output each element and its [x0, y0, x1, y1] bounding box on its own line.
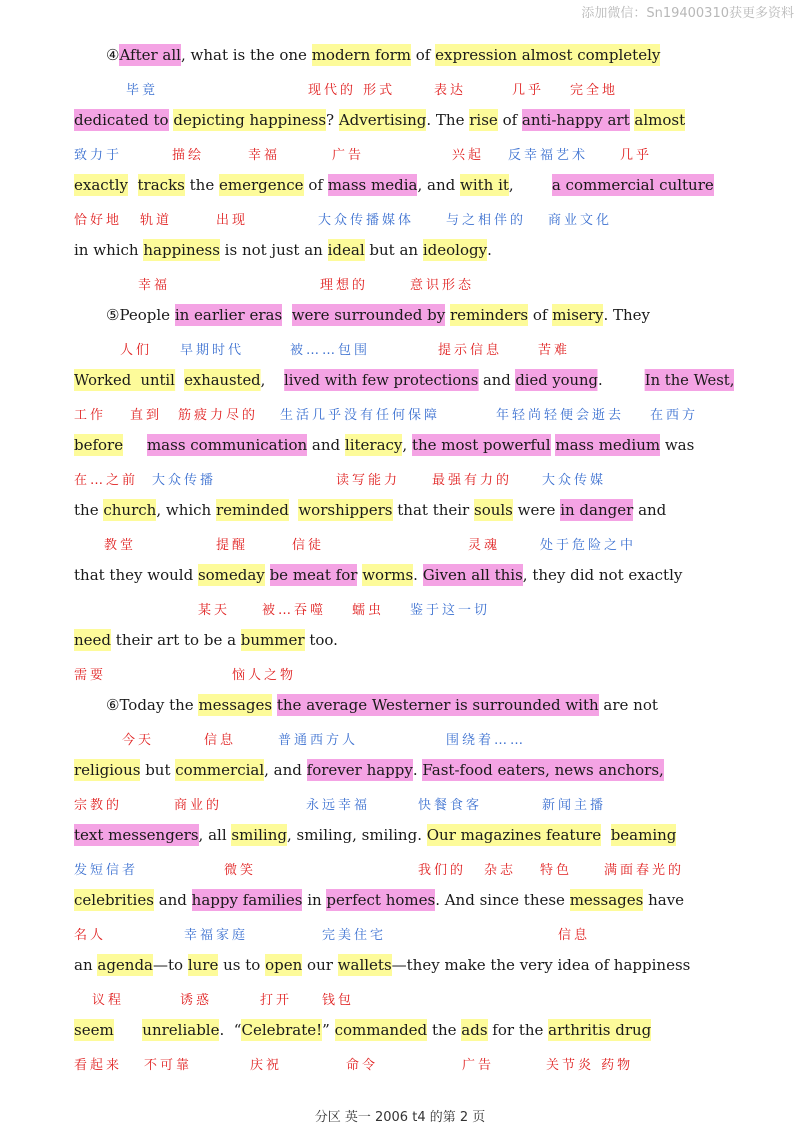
plain-text: , smiling, smiling.: [286, 826, 427, 844]
chinese-gloss: 工作: [74, 408, 107, 423]
highlighted-phrase: dedicated to: [74, 111, 169, 129]
plain-text: for the: [487, 1021, 549, 1039]
english-line: [74, 172, 714, 198]
highlighted-phrase: Advertising: [338, 111, 427, 129]
plain-text: an: [74, 956, 98, 974]
english-line: [74, 107, 685, 133]
chinese-gloss: 信息: [558, 928, 591, 943]
chinese-gloss: 完美住宅: [322, 928, 387, 943]
chinese-gloss: 微笑: [224, 863, 257, 878]
plain-text: . “: [219, 1021, 242, 1039]
plain-text: [282, 304, 292, 326]
chinese-gloss: 宗教的: [74, 798, 123, 813]
plain-text: that their: [392, 501, 474, 519]
highlighted-phrase: celebrities: [74, 891, 154, 909]
plain-text: of: [497, 111, 522, 129]
chinese-gloss: 读写能力: [336, 473, 401, 488]
plain-text: in which: [74, 241, 144, 259]
highlighted-phrase: wallets: [337, 956, 392, 974]
english-line: [74, 1017, 651, 1043]
chinese-gloss: 蠕虫: [352, 603, 385, 618]
plain-text: , they did not exactly: [522, 566, 683, 584]
plain-text: but: [140, 761, 176, 779]
highlighted-phrase: commanded: [334, 1021, 428, 1039]
chinese-gloss: 庆祝: [250, 1058, 283, 1073]
chinese-gloss: 命令: [346, 1058, 379, 1073]
highlighted-phrase: reminders: [450, 306, 529, 324]
highlighted-phrase: ideal: [327, 241, 365, 259]
chinese-gloss: 几乎: [512, 83, 545, 98]
plain-text: , and: [264, 761, 307, 779]
english-line: [74, 367, 734, 393]
plain-text: ,: [402, 436, 412, 454]
chinese-gloss: 某天: [198, 603, 231, 618]
english-line: [74, 822, 676, 848]
chinese-gloss: 年轻尚轻便会逝去: [496, 408, 625, 423]
chinese-gloss: 筋疲力尽的: [178, 408, 259, 423]
plain-text: [114, 1019, 143, 1041]
chinese-gloss: 在…之前: [74, 473, 139, 488]
highlighted-phrase: Our magazines feature: [426, 826, 602, 844]
highlighted-phrase: exhausted: [184, 371, 261, 389]
plain-text: in: [302, 891, 327, 909]
english-line: [74, 237, 492, 263]
chinese-gloss: 今天: [122, 733, 155, 748]
plain-text: the: [164, 696, 199, 714]
highlighted-phrase: religious: [74, 761, 141, 779]
highlighted-phrase: misery: [552, 306, 604, 324]
chinese-gloss: 提示信息: [438, 343, 503, 358]
english-line: [74, 432, 694, 458]
highlighted-phrase: rise: [469, 111, 498, 129]
english-line: [74, 42, 660, 68]
chinese-gloss: 最强有力的: [432, 473, 513, 488]
chinese-gloss: 意识形态: [410, 278, 475, 293]
english-line: [74, 627, 338, 653]
plain-text: and: [153, 891, 192, 909]
english-line: [74, 887, 684, 913]
plain-text: of: [528, 306, 553, 324]
plain-text: . And since these: [435, 891, 570, 909]
plain-text: of: [411, 46, 436, 64]
plain-text: . The: [426, 111, 470, 129]
chinese-gloss: 商业的: [174, 798, 223, 813]
highlighted-phrase: smiling: [231, 826, 287, 844]
highlighted-phrase: seem: [74, 1021, 114, 1039]
plain-text: , which: [156, 501, 216, 519]
plain-text: [601, 824, 611, 846]
highlighted-phrase: ideology: [422, 241, 488, 259]
plain-text: are not: [598, 696, 658, 714]
highlighted-phrase: exactly: [74, 176, 128, 194]
highlighted-phrase: the most powerful: [411, 436, 551, 454]
plain-text: —to: [153, 956, 188, 974]
highlighted-phrase: reminded: [215, 501, 289, 519]
chinese-gloss: 议程: [92, 993, 125, 1008]
highlighted-phrase: modern form: [311, 46, 411, 64]
chinese-gloss: 满面春光的: [604, 863, 685, 878]
plain-text: the: [184, 176, 219, 194]
plain-text: .: [487, 241, 492, 259]
chinese-gloss: 轨道: [140, 213, 173, 228]
chinese-gloss: 广告: [462, 1058, 495, 1073]
chinese-gloss: 提醒: [216, 538, 249, 553]
chinese-gloss: 幸福: [248, 148, 281, 163]
plain-text: ?: [326, 111, 339, 129]
highlighted-phrase: almost: [634, 111, 686, 129]
chinese-gloss: 鉴于这一切: [410, 603, 491, 618]
english-line: [74, 302, 650, 328]
chinese-gloss: 早期时代: [180, 343, 245, 358]
highlighted-phrase: be meat for: [269, 566, 358, 584]
chinese-gloss: 表达: [434, 83, 467, 98]
plain-text: our: [302, 956, 338, 974]
chinese-gloss: 大众传媒: [542, 473, 607, 488]
plain-text: that they would: [74, 566, 198, 584]
highlighted-phrase: bummer: [240, 631, 305, 649]
highlighted-phrase: souls: [474, 501, 513, 519]
highlighted-phrase: worshippers: [298, 501, 393, 519]
chinese-gloss: 永远幸福: [306, 798, 371, 813]
plain-text: , what is the one: [180, 46, 312, 64]
english-line: [74, 952, 690, 978]
highlighted-phrase: a commercial culture: [551, 176, 714, 194]
chinese-gloss: 被…吞噬: [262, 603, 327, 618]
plain-text: and: [633, 501, 667, 519]
highlighted-phrase: happiness: [143, 241, 220, 259]
highlighted-phrase: expression almost completely: [435, 46, 661, 64]
english-line: [74, 757, 664, 783]
chinese-gloss: 诱惑: [180, 993, 213, 1008]
chinese-gloss: 幸福家庭: [184, 928, 249, 943]
plain-text: and: [307, 436, 345, 454]
chinese-gloss: 毕竟: [126, 83, 159, 98]
english-line: [74, 497, 666, 523]
plain-text: , and: [417, 176, 460, 194]
chinese-gloss: 直到: [130, 408, 163, 423]
chinese-gloss: 看起来: [74, 1058, 123, 1073]
highlighted-phrase: open: [265, 956, 303, 974]
plain-text: their art to be a: [111, 631, 241, 649]
highlighted-phrase: lived with few protections: [284, 371, 479, 389]
plain-text: ,: [508, 176, 552, 194]
plain-text: have: [643, 891, 685, 909]
chinese-gloss: 大众传播媒体: [318, 213, 415, 228]
highlighted-phrase: happy families: [191, 891, 303, 909]
plain-text: ④: [106, 46, 120, 64]
chinese-gloss: 快餐食客: [418, 798, 483, 813]
chinese-gloss: 完全地: [570, 83, 619, 98]
plain-text: too.: [304, 631, 338, 649]
highlighted-phrase: In the West,: [644, 371, 735, 389]
highlighted-phrase: emergence: [218, 176, 304, 194]
highlighted-phrase: someday: [197, 566, 265, 584]
chinese-gloss: 恼人之物: [232, 668, 297, 683]
plain-text: .: [413, 566, 423, 584]
highlighted-phrase: need: [74, 631, 112, 649]
highlighted-phrase: depicting happiness: [173, 111, 327, 129]
highlighted-phrase: arthritis drug: [548, 1021, 652, 1039]
chinese-gloss: 兴起: [452, 148, 485, 163]
highlighted-phrase: literacy: [344, 436, 403, 454]
plain-text: but an: [364, 241, 423, 259]
chinese-gloss: 信息: [204, 733, 237, 748]
plain-text: [175, 369, 184, 391]
english-line: [74, 562, 682, 588]
chinese-gloss: 致力于: [74, 148, 123, 163]
plain-text: the: [427, 1021, 462, 1039]
highlighted-phrase: forever happy: [306, 761, 413, 779]
highlighted-phrase: ads: [461, 1021, 488, 1039]
plain-text: , all: [198, 826, 232, 844]
highlighted-phrase: Given all this: [422, 566, 523, 584]
chinese-gloss: 与之相伴的: [446, 213, 527, 228]
chinese-gloss: 反幸福艺术: [508, 148, 589, 163]
chinese-gloss: 名人: [74, 928, 107, 943]
highlighted-phrase: tracks: [137, 176, 185, 194]
chinese-gloss: 苦难: [538, 343, 571, 358]
plain-text: is not just an: [219, 241, 328, 259]
highlighted-phrase: Worked until: [74, 371, 175, 389]
highlighted-phrase: church: [103, 501, 157, 519]
plain-text: ⑤People: [106, 306, 175, 324]
chinese-gloss: 特色: [540, 863, 573, 878]
chinese-gloss: 围绕着……: [446, 733, 527, 748]
plain-text: .: [412, 761, 423, 779]
chinese-gloss: 信徒: [292, 538, 325, 553]
plain-text: [289, 499, 299, 521]
highlighted-phrase: mass medium: [555, 436, 661, 454]
chinese-gloss: 关节炎 药物: [546, 1058, 634, 1073]
plain-text: and: [478, 371, 516, 389]
highlighted-phrase: died young: [515, 371, 598, 389]
highlighted-phrase: with it: [459, 176, 509, 194]
highlighted-phrase: agenda: [97, 956, 154, 974]
chinese-gloss: 商业文化: [548, 213, 613, 228]
chinese-gloss: 广告: [332, 148, 365, 163]
watermark: 添加微信：Sn19400310获更多资料: [581, 6, 794, 21]
chinese-gloss: 钱包: [322, 993, 355, 1008]
highlighted-phrase: Fast-food eaters, news anchors,: [422, 761, 664, 779]
highlighted-phrase: beaming: [610, 826, 677, 844]
plain-text: of: [303, 176, 328, 194]
highlighted-phrase: in danger: [560, 501, 634, 519]
plain-text: [123, 434, 147, 456]
plain-text: . They: [603, 306, 651, 324]
highlighted-phrase: anti-happy art: [521, 111, 630, 129]
chinese-gloss: 我们的: [418, 863, 467, 878]
chinese-gloss: 描绘: [172, 148, 205, 163]
chinese-gloss: 恰好地: [74, 213, 123, 228]
chinese-gloss: 杂志: [484, 863, 517, 878]
plain-text: .: [597, 371, 645, 389]
highlighted-phrase: perfect homes: [326, 891, 436, 909]
highlighted-phrase: worms: [362, 566, 414, 584]
chinese-gloss: 幸福: [138, 278, 171, 293]
highlighted-phrase: text messengers: [74, 826, 199, 844]
plain-text: us to: [218, 956, 266, 974]
highlighted-phrase: messages: [198, 696, 273, 714]
highlighted-phrase: lure: [187, 956, 219, 974]
english-line: [74, 692, 658, 718]
plain-text: ”: [322, 1021, 335, 1039]
chinese-gloss: 人们: [120, 343, 153, 358]
highlighted-phrase: messages: [569, 891, 644, 909]
plain-text: the: [74, 501, 104, 519]
chinese-gloss: 现代的 形式: [308, 83, 396, 98]
chinese-gloss: 教堂: [104, 538, 137, 553]
plain-text: [128, 174, 138, 196]
chinese-gloss: 发短信者: [74, 863, 139, 878]
chinese-gloss: 需要: [74, 668, 107, 683]
highlighted-phrase: mass communication: [146, 436, 308, 454]
chinese-gloss: 普通西方人: [278, 733, 359, 748]
chinese-gloss: 不可靠: [144, 1058, 193, 1073]
chinese-gloss: 打开: [260, 993, 293, 1008]
chinese-gloss: 灵魂: [468, 538, 501, 553]
highlighted-phrase: commercial: [175, 761, 265, 779]
chinese-gloss: 在西方: [650, 408, 699, 423]
page-footer: 分区 英一 2006 t4 的第 2 页: [314, 1110, 486, 1125]
chinese-gloss: 理想的: [320, 278, 369, 293]
plain-text: was: [660, 436, 695, 454]
chinese-gloss: 新闻主播: [542, 798, 607, 813]
plain-text: ,: [260, 371, 285, 389]
chinese-gloss: 出现: [216, 213, 249, 228]
highlighted-phrase: in earlier eras: [174, 306, 283, 324]
highlighted-phrase: unreliable: [142, 1021, 220, 1039]
plain-text: —they make the very idea of happiness: [391, 956, 691, 974]
highlighted-phrase: mass media: [327, 176, 418, 194]
highlighted-phrase: After all: [119, 46, 181, 64]
chinese-gloss: 处于危险之中: [540, 538, 637, 553]
highlighted-phrase: before: [74, 436, 124, 454]
chinese-gloss: 生活几乎没有任何保障: [280, 408, 441, 423]
chinese-gloss: 被……包围: [290, 343, 371, 358]
plain-text: were: [512, 501, 561, 519]
highlighted-phrase: the average Westerner is surrounded with: [276, 696, 599, 714]
highlighted-phrase: were surrounded by: [291, 306, 446, 324]
highlighted-phrase: Celebrate!: [241, 1021, 323, 1039]
plain-text: ⑥Today: [106, 696, 165, 714]
chinese-gloss: 几乎: [620, 148, 653, 163]
chinese-gloss: 大众传播: [152, 473, 217, 488]
